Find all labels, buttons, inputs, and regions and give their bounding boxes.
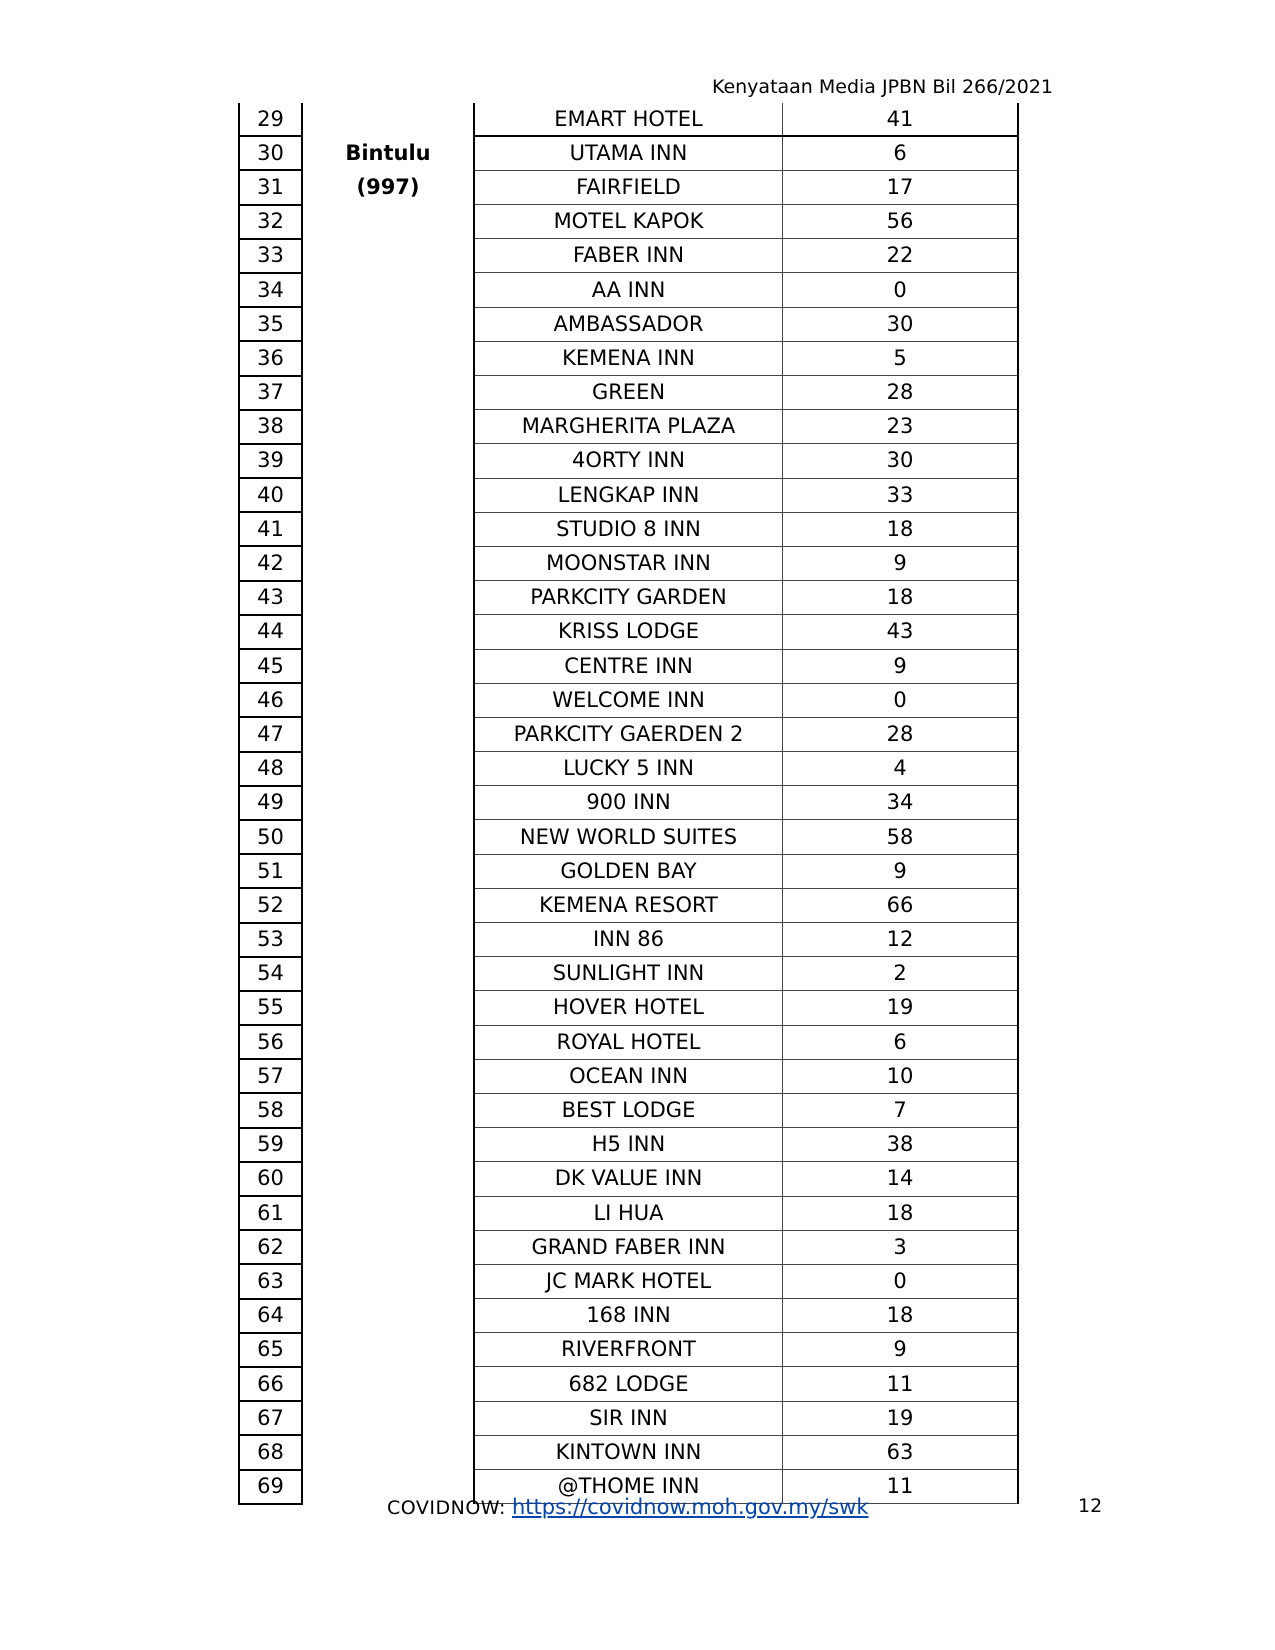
table-row xyxy=(239,1401,1018,1435)
hotel-count: 17 xyxy=(783,170,1019,204)
hotel-name: KEMENA RESORT xyxy=(474,888,783,922)
hotel-name: MARGHERITA PLAZA xyxy=(474,410,783,444)
district-cell xyxy=(302,1059,474,1093)
hotel-name: FABER INN xyxy=(474,239,783,273)
hotel-count: 0 xyxy=(783,1264,1019,1298)
hotel-count: 4 xyxy=(783,752,1019,786)
table-row xyxy=(239,888,1018,922)
hotel-count: 18 xyxy=(783,1196,1019,1230)
hotel-count: 9 xyxy=(783,854,1019,888)
table-row xyxy=(239,649,1018,683)
table-row xyxy=(239,307,1018,341)
hotel-count: 10 xyxy=(783,1059,1019,1093)
district-cell xyxy=(302,478,474,512)
hotel-count: 19 xyxy=(783,991,1019,1025)
district-cell xyxy=(302,341,474,375)
hotel-name: ROYAL HOTEL xyxy=(474,1025,783,1059)
hotel-count: 63 xyxy=(783,1435,1019,1469)
district-cell xyxy=(302,103,474,136)
district-cell xyxy=(302,1093,474,1127)
hotel-count: 5 xyxy=(783,341,1019,375)
hotel-name: NEW WORLD SUITES xyxy=(474,820,783,854)
table-row xyxy=(239,820,1018,854)
hotel-name: H5 INN xyxy=(474,1128,783,1162)
district-cell xyxy=(302,1162,474,1196)
table-row xyxy=(239,615,1018,649)
district-cell xyxy=(302,307,474,341)
district-cell xyxy=(302,1435,474,1469)
district-cell xyxy=(302,205,474,239)
row-number: 44 xyxy=(239,615,302,649)
row-number: 50 xyxy=(239,820,302,854)
hotel-name: PARKCITY GARDEN xyxy=(474,581,783,615)
hotel-count: 18 xyxy=(783,512,1019,546)
hotel-count: 9 xyxy=(783,1333,1019,1367)
district-cell xyxy=(302,512,474,546)
district-cell xyxy=(302,581,474,615)
row-number: 36 xyxy=(239,341,302,375)
district-cell xyxy=(302,991,474,1025)
district-cell xyxy=(302,1128,474,1162)
row-number: 41 xyxy=(239,512,302,546)
hotel-name: DK VALUE INN xyxy=(474,1162,783,1196)
table-row xyxy=(239,1264,1018,1298)
district-cell xyxy=(302,854,474,888)
hotel-count: 18 xyxy=(783,1299,1019,1333)
table-row xyxy=(239,1025,1018,1059)
hotel-count: 30 xyxy=(783,307,1019,341)
table-row xyxy=(239,410,1018,444)
row-number: 60 xyxy=(239,1162,302,1196)
table-row xyxy=(239,444,1018,478)
table-row xyxy=(239,170,1018,204)
district-cell xyxy=(302,615,474,649)
district-cell xyxy=(302,1025,474,1059)
hotel-name: CENTRE INN xyxy=(474,649,783,683)
row-number: 56 xyxy=(239,1025,302,1059)
hotel-count: 6 xyxy=(783,1025,1019,1059)
table-row xyxy=(239,512,1018,546)
hotel-name: GRAND FABER INN xyxy=(474,1230,783,1264)
table-row xyxy=(239,854,1018,888)
table-row xyxy=(239,1128,1018,1162)
hotel-name: RIVERFRONT xyxy=(474,1333,783,1367)
row-number: 46 xyxy=(239,683,302,717)
district-cell xyxy=(302,273,474,307)
hotel-count: 9 xyxy=(783,649,1019,683)
row-number: 54 xyxy=(239,957,302,991)
district-cell xyxy=(302,820,474,854)
hotel-name: 168 INN xyxy=(474,1299,783,1333)
row-number: 53 xyxy=(239,923,302,957)
district-cell xyxy=(302,649,474,683)
hotel-name: GREEN xyxy=(474,376,783,410)
hotel-name: INN 86 xyxy=(474,923,783,957)
district-cell xyxy=(302,957,474,991)
hotel-count: 19 xyxy=(783,1401,1019,1435)
table-row xyxy=(239,1435,1018,1469)
row-number: 66 xyxy=(239,1367,302,1401)
hotel-name: 682 LODGE xyxy=(474,1367,783,1401)
district-cell xyxy=(302,136,474,170)
hotel-count: 22 xyxy=(783,239,1019,273)
district-cell xyxy=(302,1264,474,1298)
row-number: 59 xyxy=(239,1128,302,1162)
row-number: 34 xyxy=(239,273,302,307)
district-cell xyxy=(302,1299,474,1333)
row-number: 42 xyxy=(239,546,302,580)
row-number: 51 xyxy=(239,854,302,888)
hotel-count: 23 xyxy=(783,410,1019,444)
table-row xyxy=(239,1059,1018,1093)
hotel-name: MOONSTAR INN xyxy=(474,546,783,580)
row-number: 55 xyxy=(239,991,302,1025)
district-cell xyxy=(302,923,474,957)
table-row xyxy=(239,205,1018,239)
district-cell xyxy=(302,1230,474,1264)
hotel-name: WELCOME INN xyxy=(474,683,783,717)
hotel-count: 58 xyxy=(783,820,1019,854)
district-code: (997) xyxy=(356,174,420,199)
table-row xyxy=(239,1196,1018,1230)
table-row xyxy=(239,1299,1018,1333)
row-number: 35 xyxy=(239,307,302,341)
hotel-name: LI HUA xyxy=(474,1196,783,1230)
row-number: 31 xyxy=(239,170,302,204)
table-row xyxy=(239,1230,1018,1264)
row-number: 49 xyxy=(239,786,302,820)
hotel-name: STUDIO 8 INN xyxy=(474,512,783,546)
row-number: 40 xyxy=(239,478,302,512)
district-name: Bintulu xyxy=(345,140,431,165)
hotel-name: MOTEL KAPOK xyxy=(474,205,783,239)
hotel-count: 0 xyxy=(783,273,1019,307)
hotel-count: 28 xyxy=(783,717,1019,751)
hotel-count: 33 xyxy=(783,478,1019,512)
hotel-name: AA INN xyxy=(474,273,783,307)
hotel-name: 4ORTY INN xyxy=(474,444,783,478)
table-row xyxy=(239,1162,1018,1196)
row-number: 48 xyxy=(239,752,302,786)
hotel-count: 9 xyxy=(783,546,1019,580)
row-number: 52 xyxy=(239,888,302,922)
hotel-name: SUNLIGHT INN xyxy=(474,957,783,991)
hotel-count: 28 xyxy=(783,376,1019,410)
hotel-count: 56 xyxy=(783,205,1019,239)
row-number: 47 xyxy=(239,717,302,751)
hotel-name: GOLDEN BAY xyxy=(474,854,783,888)
footer-label: COVIDNOW: xyxy=(387,1497,506,1519)
row-number: 43 xyxy=(239,581,302,615)
district-cell xyxy=(302,239,474,273)
table-row xyxy=(239,103,1018,136)
hotel-name: AMBASSADOR xyxy=(474,307,783,341)
hotel-count: 34 xyxy=(783,786,1019,820)
row-number: 37 xyxy=(239,376,302,410)
hotel-count: 18 xyxy=(783,581,1019,615)
hotel-table xyxy=(238,103,1019,1505)
table-row xyxy=(239,478,1018,512)
row-number: 68 xyxy=(239,1435,302,1469)
hotel-name: SIR INN xyxy=(474,1401,783,1435)
hotel-count: 6 xyxy=(783,136,1019,170)
hotel-name: LENGKAP INN xyxy=(474,478,783,512)
row-number: 64 xyxy=(239,1299,302,1333)
hotel-name: @THOME INN xyxy=(474,1470,783,1504)
hotel-count: 11 xyxy=(783,1470,1019,1504)
table-row xyxy=(239,136,1018,170)
hotel-count: 14 xyxy=(783,1162,1019,1196)
hotel-name: JC MARK HOTEL xyxy=(474,1264,783,1298)
hotel-count: 38 xyxy=(783,1128,1019,1162)
hotel-name: KINTOWN INN xyxy=(474,1435,783,1469)
row-number: 65 xyxy=(239,1333,302,1367)
table-row xyxy=(239,923,1018,957)
hotel-count: 41 xyxy=(783,103,1019,136)
hotel-count: 3 xyxy=(783,1230,1019,1264)
district-cell xyxy=(302,1333,474,1367)
row-number: 30 xyxy=(239,136,302,170)
hotel-name: FAIRFIELD xyxy=(474,170,783,204)
hotel-name: PARKCITY GAERDEN 2 xyxy=(474,717,783,751)
district-cell xyxy=(302,717,474,751)
hotel-count: 7 xyxy=(783,1093,1019,1127)
table-row xyxy=(239,1367,1018,1401)
hotel-count: 11 xyxy=(783,1367,1019,1401)
row-number: 57 xyxy=(239,1059,302,1093)
row-number: 58 xyxy=(239,1093,302,1127)
hotel-count: 0 xyxy=(783,683,1019,717)
hotel-name: HOVER HOTEL xyxy=(474,991,783,1025)
hotel-name: EMART HOTEL xyxy=(474,103,783,136)
table-row xyxy=(239,341,1018,375)
district-cell xyxy=(302,170,474,204)
covidnow-link[interactable]: https://covidnow.moh.gov.my/swk xyxy=(512,1495,869,1519)
table-row xyxy=(239,581,1018,615)
row-number: 62 xyxy=(239,1230,302,1264)
hotel-name: LUCKY 5 INN xyxy=(474,752,783,786)
hotel-name: OCEAN INN xyxy=(474,1059,783,1093)
hotel-count: 12 xyxy=(783,923,1019,957)
hotel-count: 2 xyxy=(783,957,1019,991)
row-number: 69 xyxy=(239,1470,302,1504)
row-number: 38 xyxy=(239,410,302,444)
hotel-count: 30 xyxy=(783,444,1019,478)
district-cell xyxy=(302,410,474,444)
table-row xyxy=(239,546,1018,580)
row-number: 61 xyxy=(239,1196,302,1230)
hotel-name: UTAMA INN xyxy=(474,136,783,170)
district-cell xyxy=(302,683,474,717)
table-row xyxy=(239,957,1018,991)
district-cell xyxy=(302,786,474,820)
table-row xyxy=(239,239,1018,273)
row-number: 39 xyxy=(239,444,302,478)
table-row xyxy=(239,717,1018,751)
hotel-count: 66 xyxy=(783,888,1019,922)
hotel-name: BEST LODGE xyxy=(474,1093,783,1127)
row-number: 63 xyxy=(239,1264,302,1298)
district-cell xyxy=(302,1401,474,1435)
table-row xyxy=(239,683,1018,717)
hotel-name: 900 INN xyxy=(474,786,783,820)
row-number: 32 xyxy=(239,205,302,239)
row-number: 29 xyxy=(239,103,302,136)
hotel-name: KEMENA INN xyxy=(474,341,783,375)
table-row xyxy=(239,991,1018,1025)
table-row xyxy=(239,273,1018,307)
row-number: 33 xyxy=(239,239,302,273)
district-cell xyxy=(302,1367,474,1401)
table-row xyxy=(239,376,1018,410)
header-reference: Kenyataan Media JPBN Bil 266/2021 xyxy=(711,76,1053,98)
table-row xyxy=(239,1093,1018,1127)
district-cell xyxy=(302,444,474,478)
hotel-name: KRISS LODGE xyxy=(474,615,783,649)
row-number: 67 xyxy=(239,1401,302,1435)
district-cell xyxy=(302,752,474,786)
row-number: 45 xyxy=(239,649,302,683)
district-cell xyxy=(302,376,474,410)
page-number: 12 xyxy=(1078,1495,1103,1517)
district-cell xyxy=(302,888,474,922)
table-row xyxy=(239,1333,1018,1367)
table-row xyxy=(239,752,1018,786)
district-cell xyxy=(302,1196,474,1230)
hotel-count: 43 xyxy=(783,615,1019,649)
district-cell xyxy=(302,546,474,580)
table-row xyxy=(239,786,1018,820)
